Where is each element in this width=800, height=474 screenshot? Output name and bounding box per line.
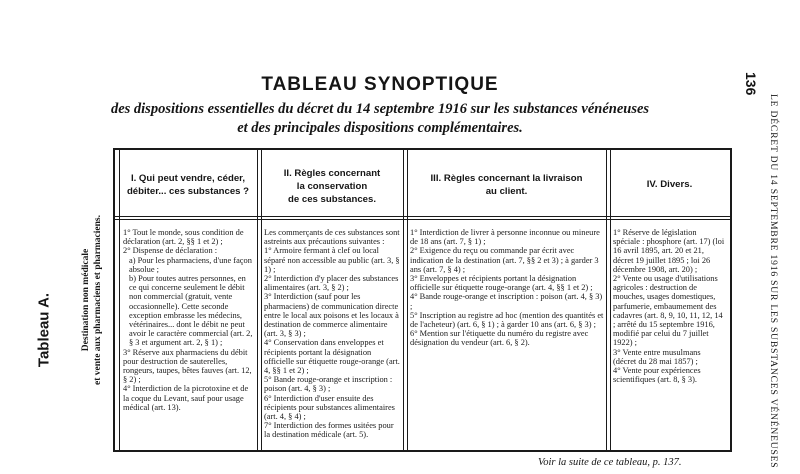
synoptic-table [113, 148, 732, 452]
rule-item: 5° Bande rouge-orange et inscription : poison (art. 4, § 3) ; [264, 375, 393, 394]
side-caption [80, 215, 104, 385]
rule-item: 1° Armoire fermant à clef ou local séparé non accessible au public (art. 3, § 1) ; [264, 246, 400, 274]
table-rule [261, 150, 262, 450]
column-body-2 [264, 228, 401, 440]
table-rule [257, 150, 258, 450]
rule-item: 4° Conservation dans enveloppes et récipients portant la désignation officielle sur étiquette rouge-orange (art. 4, §§ 1 et 2) ; [264, 338, 400, 376]
column-body-4 [613, 228, 725, 384]
column-heading-1 [121, 172, 255, 198]
page-title: TABLEAU SYNOPTIQUE [261, 74, 499, 95]
side-caption-line-1: Destination non médicale [81, 248, 91, 352]
table-rule [407, 150, 408, 450]
heading-line: débiter... ces substances ? [126, 186, 250, 197]
rule-item: 1° Réserve de législation spéciale : phosphore (art. 17) (loi 16 avril 1895, art. 20 et 21, décret 19 juillet 1895 ; loi 26 décembre 1908, art. 20) ; [613, 228, 725, 274]
rule-item: 6° Mention sur l'étiquette du numéro du registre avec désignation du vendeur (art. 6, § 2). [410, 329, 589, 348]
rule-item: 2° Vente ou usage d'utilisations agricoles : destruction de mouches, usages domestiques, parfumerie, embaumement des cadavres (art. 8, 9, 10, 11, 12, 14 ; arrêté du 15 septembre 1916, modifié par celui du 7 juillet 1922) ; [613, 274, 723, 348]
rule-item: 2° Exigence du reçu ou commande par écrit avec indication de la destination (art. 7, §§ 2 et 3) ; à garder 3 ans (art. 7, § 4) ; [410, 246, 599, 274]
page-subtitle [60, 100, 700, 138]
column-heading-3 [409, 172, 604, 198]
rule-item: 3° Réserve aux pharmaciens du débit pour destruction de sauterelles, rongeurs, taupes, bêtes fauves (art. 12, § 2) ; [123, 347, 252, 385]
table-rule [119, 150, 120, 450]
rule-item: Les commerçants de ces substances sont astreints aux précautions suivantes : [264, 228, 400, 247]
rule-item: 1° Tout le monde, sous condition de déclaration (art. 2, §§ 1 et 2) ; [123, 228, 244, 247]
table-rule [606, 150, 607, 450]
rule-item: 2° Interdiction d'y placer des substances alimentaires (art. 3, § 2) ; [264, 274, 399, 293]
table-rule [115, 216, 730, 217]
column-heading-4 [612, 178, 727, 191]
heading-line: la conservation [296, 181, 368, 192]
rule-item: 4° Vente pour expériences scientifiques (art. 8, § 3). [613, 366, 701, 385]
continuation-note: Voir la suite de ce tableau, p. 137. [538, 457, 682, 468]
table-rule [610, 150, 611, 450]
rule-item: 3° Interdiction (sauf pour les pharmaciens) de communication directe entre le local aux poisons et les locaux à destination de commerce alimentaire (art. 3, § 3) ; [264, 292, 399, 339]
rule-item: 1° Interdiction de livrer à personne inconnue ou mineure de 18 ans (art. 7, § 1) ; [410, 228, 600, 247]
rule-item: 2° Dispense de déclaration : [123, 246, 218, 256]
heading-line: de ces substances. [288, 194, 376, 205]
column-body-1 [123, 228, 254, 412]
heading-line: IV. Divers. [646, 179, 693, 190]
page-number: 136 [743, 72, 759, 96]
heading-line: I. Qui peut vendre, céder, [130, 173, 246, 184]
rule-item: b) Pour toutes autres personnes, en ce qui concerne seulement le débit non commercial (gratuit, vente occasionnelle). Cette seconde exception embrasse les médecins, vétérinaires... dont le débit ne peut avoir le caractère commercial (art. 2, § 3 et argument art. 2, § 1) ; [129, 274, 253, 348]
table-rule [115, 219, 730, 220]
subtitle-line-2: et des principales dispositions complémentaires. [237, 120, 523, 136]
heading-line: III. Règles concernant la livraison [430, 173, 583, 184]
column-heading-2 [263, 167, 401, 206]
running-head: LE DÉCRET DU 14 SEPTEMBRE 1916 SUR LES SUBSTANCES VÉNÉNEUSES [768, 94, 779, 469]
rule-item: 7° Interdiction des formes usitées pour la destination médicale (art. 5). [264, 421, 394, 440]
subtitle-line-1: des dispositions essentielles du décret du 14 septembre 1916 sur les substances vénéneuses [110, 101, 650, 117]
rule-item: 4° Bande rouge-orange et inscription : poison (art. 4, § 3) ; [410, 292, 603, 311]
tableau-label: Tableau A. [35, 292, 53, 368]
heading-line: au client. [485, 186, 528, 197]
heading-line: II. Règles concernant [283, 168, 381, 179]
column-body-3 [410, 228, 604, 348]
rule-item: 4° Interdiction de la picrotoxine et de la coque du Levant, sauf pour usage médical (art. 13). [123, 384, 249, 412]
rule-item: a) Pour les pharmaciens, d'une façon absolue ; [129, 255, 252, 274]
side-caption-line-2: et vente aux pharmaciens et pharmaciens. [93, 215, 103, 385]
rule-item: 6° Interdiction d'user ensuite des récipients pour substances alimentaires (art. 4, § 4) ; [264, 393, 395, 422]
rule-item: 3° Vente entre musulmans (décret du 28 mai 1857) ; [613, 347, 701, 366]
rule-item: 5° Inscription au registre ad hoc (mention des quantités et de l'acheteur) (art. 6, § 1) ; à garder 10 ans (art. 6, § 3) ; [410, 310, 604, 330]
rule-item: 3° Enveloppes et récipients portant la désignation officielle sur étiquette rouge-orange (art. 4, §§ 1 et 2) ; [410, 274, 593, 293]
table-rule [403, 150, 404, 450]
